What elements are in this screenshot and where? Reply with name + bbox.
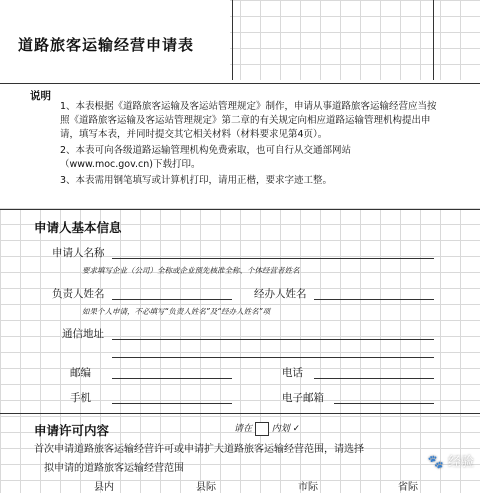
- form-title: 道路旅客运输经营申请表: [18, 36, 195, 54]
- address-field[interactable]: [112, 339, 434, 340]
- mobile-field[interactable]: [112, 403, 232, 404]
- instructions-list: [60, 100, 440, 190]
- check-hint-pre: 请在: [234, 424, 253, 434]
- person-hint: 如果个人申请，不必填写“负责人姓名”及“经办人姓名”项: [82, 307, 271, 316]
- email-field[interactable]: [334, 403, 434, 404]
- address-label: 通信地址: [62, 328, 104, 340]
- check-hint-post: 内划 ✓: [271, 424, 301, 434]
- scope-option-county[interactable]: 县内: [94, 482, 114, 493]
- applicant-heading: 申请人基本信息: [34, 220, 122, 235]
- postcode-field[interactable]: [112, 378, 232, 379]
- scope-label: 拟申请的道路旅客运输经营范围: [44, 463, 184, 474]
- paw-icon: 🐾: [427, 455, 444, 470]
- handler-field[interactable]: [314, 299, 434, 300]
- handler-label: 经办人姓名: [254, 288, 307, 300]
- photo-box: [232, 0, 434, 81]
- instruction-item: 1、本表根据《道路旅客运输及客运站管理规定》制作，申请从事道路旅客运输经营应当按照《道路旅客运输及客运站管理规定》第二章的有关规定向相应道路运输管理机构提出申请，填写本表，并同时提交其它相关材料（材料要求见第4页）。: [60, 101, 437, 140]
- responsible-label: 负责人姓名: [52, 288, 105, 300]
- instructions-heading: 说明: [30, 90, 51, 102]
- responsible-field[interactable]: [112, 299, 232, 300]
- scope-option-intercounty[interactable]: 县际: [196, 482, 216, 493]
- sample-checkbox: [255, 422, 269, 436]
- divider-line: [0, 209, 480, 210]
- applicant-name-hint: 要求填写企业（公司）全称或企业预先核准全称、个体经营者姓名: [82, 266, 300, 275]
- instruction-item: 3、本表需用钢笔填写或计算机打印，请用正楷，要求字迹工整。: [60, 175, 333, 186]
- mobile-label: 手机: [70, 392, 91, 404]
- email-label: 电子邮箱: [282, 392, 324, 404]
- check-hint: [234, 421, 300, 436]
- applicant-name-label: 申请人名称: [52, 247, 105, 259]
- watermark-text: 经验: [447, 455, 474, 470]
- address-field-line2[interactable]: [112, 357, 434, 358]
- divider-line: [0, 413, 480, 414]
- permit-description: 首次申请道路旅客运输经营许可或申请扩大道路旅客运输经营范围，请选择: [34, 444, 364, 455]
- phone-field[interactable]: [314, 378, 434, 379]
- applicant-name-field[interactable]: [112, 258, 434, 259]
- instruction-item: 2、本表可向各级道路运输管理机构免费索取，也可自行从交通部网站（www.moc.gov.cn)下载打印。: [60, 145, 352, 170]
- permit-heading: 申请许可内容: [34, 423, 110, 438]
- scope-option-intercity[interactable]: 市际: [298, 482, 318, 493]
- scope-option-interprovince[interactable]: 省际: [398, 482, 418, 493]
- watermark-logo: [428, 451, 474, 470]
- divider-line: [0, 83, 480, 84]
- postcode-label: 邮编: [70, 367, 91, 379]
- phone-label: 电话: [282, 367, 303, 379]
